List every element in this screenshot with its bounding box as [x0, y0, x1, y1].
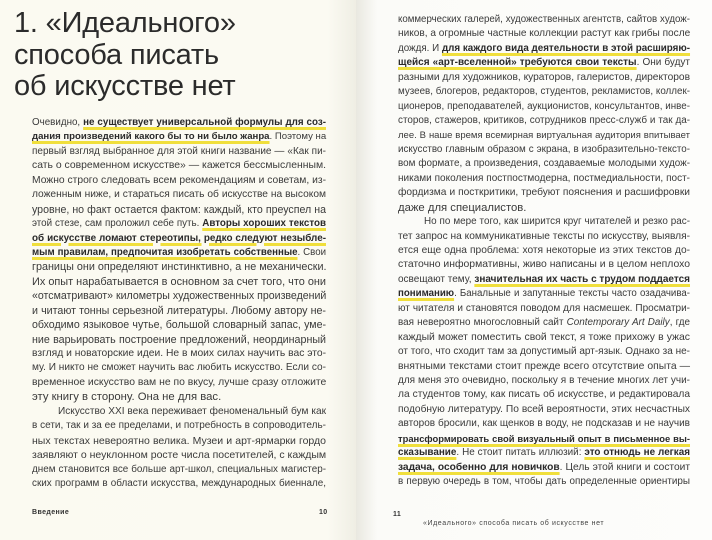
text-line — [32, 232, 326, 246]
page-number: 11 — [393, 511, 402, 518]
text-line — [398, 461, 690, 475]
text-segment: . Банальные и запутанные тексты часто озадачива- — [454, 288, 690, 300]
text-line — [32, 361, 326, 375]
text-line — [398, 27, 690, 41]
text-line — [32, 477, 326, 491]
text-line — [398, 42, 690, 56]
text-line — [32, 318, 326, 332]
text-line — [398, 129, 690, 143]
text-segment: для меня это очевидно, поскольку я в течение многих лет учи- — [398, 374, 690, 386]
text-segment: уровне, но факт остается фактом: каждый, кто преуспел на — [32, 203, 326, 216]
text-line — [398, 388, 690, 402]
text-line — [398, 114, 690, 128]
text-segment: ется еще одна проблема: хотя некоторые из этих текстов до- — [398, 245, 690, 256]
chapter-title-line: об искусстве нет — [14, 70, 236, 102]
chapter-title — [14, 8, 236, 103]
text-line — [398, 172, 690, 186]
text-line — [398, 331, 690, 345]
text-line — [32, 347, 326, 361]
text-line — [32, 289, 326, 303]
text-line — [32, 246, 326, 260]
text-line — [398, 432, 690, 446]
text-segment: подобную литературу. По всей вероятности, этих несчастных — [398, 403, 690, 415]
text-line — [398, 287, 690, 301]
text-segment: ников, а огромные частные коллекции растут как грибы после — [398, 28, 691, 40]
text-segment: временное искусство вам не по вкусу, лучше сразу отложите — [32, 376, 327, 388]
text-segment: Их опыт нарабатывается в основном за счет того, что они — [32, 275, 326, 288]
text-segment: в первую очередь в том, чтобы дать определенные ориентиры — [398, 476, 690, 487]
text-line — [398, 186, 690, 200]
text-line — [32, 333, 326, 347]
text-line — [398, 143, 690, 157]
text-line — [398, 403, 690, 417]
chapter-title-line: 1. «Идеального» — [14, 7, 236, 39]
text-segment: ных текстах невероятно велика. Музеи и арт-ярмарки гордо — [32, 434, 326, 447]
highlighted-text: пониманию — [398, 288, 455, 300]
right-body-text — [398, 13, 690, 489]
text-line — [32, 434, 326, 448]
highlighted-text: для каждого вида деятельности в этой расширяю- — [441, 42, 691, 54]
text-segment: освещают тему, — [398, 273, 475, 285]
text-line — [398, 71, 690, 85]
text-segment: днем становится все больше арт-школ, специальных магистер- — [32, 463, 326, 475]
highlighted-text: дания произведений какого бы то ни было жанра — [32, 131, 270, 143]
text-segment: фордизма и посткритики, требуют пояснения и расшифровки — [398, 187, 690, 199]
text-line — [32, 130, 326, 144]
text-segment: вая невероятно многословный сайт — [398, 317, 567, 329]
text-segment: Искусство XXI века переживает феноменальный бум как — [58, 405, 326, 417]
text-segment: . Поэтому на — [269, 131, 327, 143]
highlighted-text: сказывание — [398, 447, 457, 459]
text-line — [398, 157, 690, 171]
text-line — [32, 419, 326, 433]
text-line — [398, 244, 690, 258]
highlighted-text: задача, особенно для новичков — [398, 461, 560, 473]
text-segment: в сети, так и за ее пределами, и потребность в сопроводитель- — [32, 420, 326, 432]
text-line — [398, 417, 690, 431]
text-segment: Но по мере того, как ширится круг читателей и резко рас- — [424, 216, 690, 228]
text-line — [398, 374, 690, 388]
text-segment: коммерческих галерей, художественных агентств, сайтов худож- — [398, 14, 690, 25]
text-line — [32, 260, 326, 274]
text-segment: от того, что сходит там за допустимый арт-язык. Однако за не- — [398, 346, 690, 358]
text-segment: внятными текстами стоит прежде всего отсутствие опыта — — [398, 360, 690, 372]
text-segment: ние варьировать построение предложений, неординарный — [32, 333, 326, 346]
text-line — [32, 203, 326, 217]
text-segment: ложенным ниже, и стараться писать об искусстве на высоком — [32, 189, 326, 201]
highlighted-text: об искусстве ломают стереотипы, редко следуют незыбле- — [32, 232, 326, 244]
text-segment: музеев, блогеров, редакторов, студентов, рекламистов, коллек- — [398, 86, 690, 98]
highlighted-text: это отнюдь не легкая — [584, 447, 690, 459]
text-line — [398, 85, 690, 99]
text-line — [398, 475, 690, 489]
text-line — [32, 217, 326, 231]
text-line — [398, 258, 690, 272]
text-line — [32, 390, 326, 404]
chapter-title-line: способа писать — [14, 38, 219, 71]
text-segment: никами поколения постпостмодерна, постмедиальности, пост- — [398, 172, 690, 184]
text-line — [32, 174, 326, 188]
text-segment: заявляют о неуклонном росте числа посетителей, с каждым — [32, 449, 327, 462]
text-line — [32, 188, 326, 202]
text-line — [32, 405, 326, 419]
text-segment: эту книгу в сторону. Она не для вас. — [32, 391, 222, 404]
text-line — [32, 116, 326, 130]
page-number: 10 — [319, 509, 328, 516]
text-line — [32, 448, 326, 462]
text-segment: , где — [669, 317, 690, 329]
text-segment: дождя. И — [398, 42, 442, 54]
text-segment: «отсматривают» километры художественных произведений — [32, 290, 327, 303]
footer-section-name: Введение — [32, 509, 70, 516]
text-line — [32, 145, 326, 159]
highlighted-text: Авторы хороших текстов — [202, 218, 327, 230]
text-line — [398, 230, 690, 244]
text-line — [32, 376, 326, 390]
text-segment: ла студентов тому, как писать об искусстве, и редактировала — [398, 389, 690, 401]
text-line — [398, 360, 690, 374]
text-line — [398, 316, 690, 330]
text-line — [32, 463, 326, 477]
text-segment: лее. В наше время всемирная виртуальная аудитория впитывает — [398, 129, 690, 141]
text-segment: первый взгляд выбранное для этой книги название — «Как пи- — [32, 145, 326, 157]
text-line — [398, 345, 690, 359]
text-segment: искусство главным образом с экрана, в изобразительно-тексто- — [398, 143, 690, 155]
text-line — [398, 13, 690, 27]
text-segment: тет запрос на коммуникативные тексты по искусству, выявля- — [398, 230, 690, 242]
text-segment: этой стезе, сам проложил себе путь. — [32, 218, 203, 230]
text-segment: обходимо языковое чутье, большой словарный запас, уме- — [32, 319, 326, 332]
text-segment: каждый может поместить свой текст, я тоже прихожу в ужас — [398, 331, 690, 343]
text-segment: границы они определяют инстинктивно, а не механически. — [32, 261, 327, 274]
highlighted-text: трансформировать свой визуальный опыт в письменное вы- — [398, 432, 690, 444]
text-line — [398, 201, 690, 215]
text-segment: ских программ в области искусства, международных биеннале, — [32, 477, 326, 489]
text-segment: ционеров, преподавателей, аукционистов, консультантов, инве- — [398, 100, 690, 112]
text-segment: . Они будут — [636, 57, 691, 69]
right-page — [356, 0, 712, 540]
italic-text: Contemporary Art Daily — [566, 317, 670, 329]
highlighted-text: не существует универсальной формулы для соз- — [83, 117, 326, 128]
text-line — [398, 273, 690, 287]
highlighted-text: значительная их часть с трудом поддается — [474, 273, 690, 285]
left-body-text — [32, 116, 326, 491]
text-segment: . Не стоит питать иллюзий: — [456, 447, 585, 459]
text-segment: авторов бросили, как щенков в воду, не подсказав и не научив — [398, 418, 690, 430]
text-line — [32, 159, 326, 173]
text-segment: вом формате, а произведения, создаваемые молодыми худож- — [398, 158, 690, 170]
text-line — [398, 56, 690, 70]
highlighted-text: щейся «арт-вселенной» требуются свои тексты — [398, 57, 637, 69]
text-segment: даже для специалистов. — [398, 201, 527, 214]
highlighted-text: мым правилам, предпочитая изобретать собственные — [32, 246, 298, 258]
text-line — [398, 446, 690, 460]
text-segment: взгляд и новаторские идеи. Не в моих силах научить вас это- — [32, 348, 326, 359]
text-segment: ют читателя и становятся поводом для насмешек. Просматри- — [398, 302, 690, 314]
text-segment: . Свои — [297, 246, 327, 258]
text-segment: сать о современном искусстве» — кажется бессмысленным. — [32, 160, 326, 172]
text-line — [32, 304, 326, 318]
running-title: «Идеального» способа писать об искусстве нет — [423, 520, 605, 527]
text-line — [398, 302, 690, 316]
text-segment: и читают тонны серьезной литературы. Любому автору не- — [32, 304, 326, 317]
text-line — [32, 275, 326, 289]
text-line — [398, 215, 690, 229]
text-line — [398, 100, 690, 114]
text-segment: . Цель этой книги и состоит — [559, 461, 690, 473]
text-segment: Можно строго следовать всем рекомендациям и советам, из- — [32, 174, 326, 186]
text-segment: Очевидно, — [32, 117, 84, 128]
text-segment: разными для художников, кураторов, галеристов, директоров — [398, 71, 690, 83]
text-segment: сторов, стажеров, критиков, сотрудников пресс-служб и так да- — [398, 115, 690, 127]
text-segment: му. И никто не сможет научить вас любить искусство. Если со- — [32, 362, 326, 374]
text-segment: статочно информативны, живо написаны и в целом неплохо — [398, 259, 690, 271]
